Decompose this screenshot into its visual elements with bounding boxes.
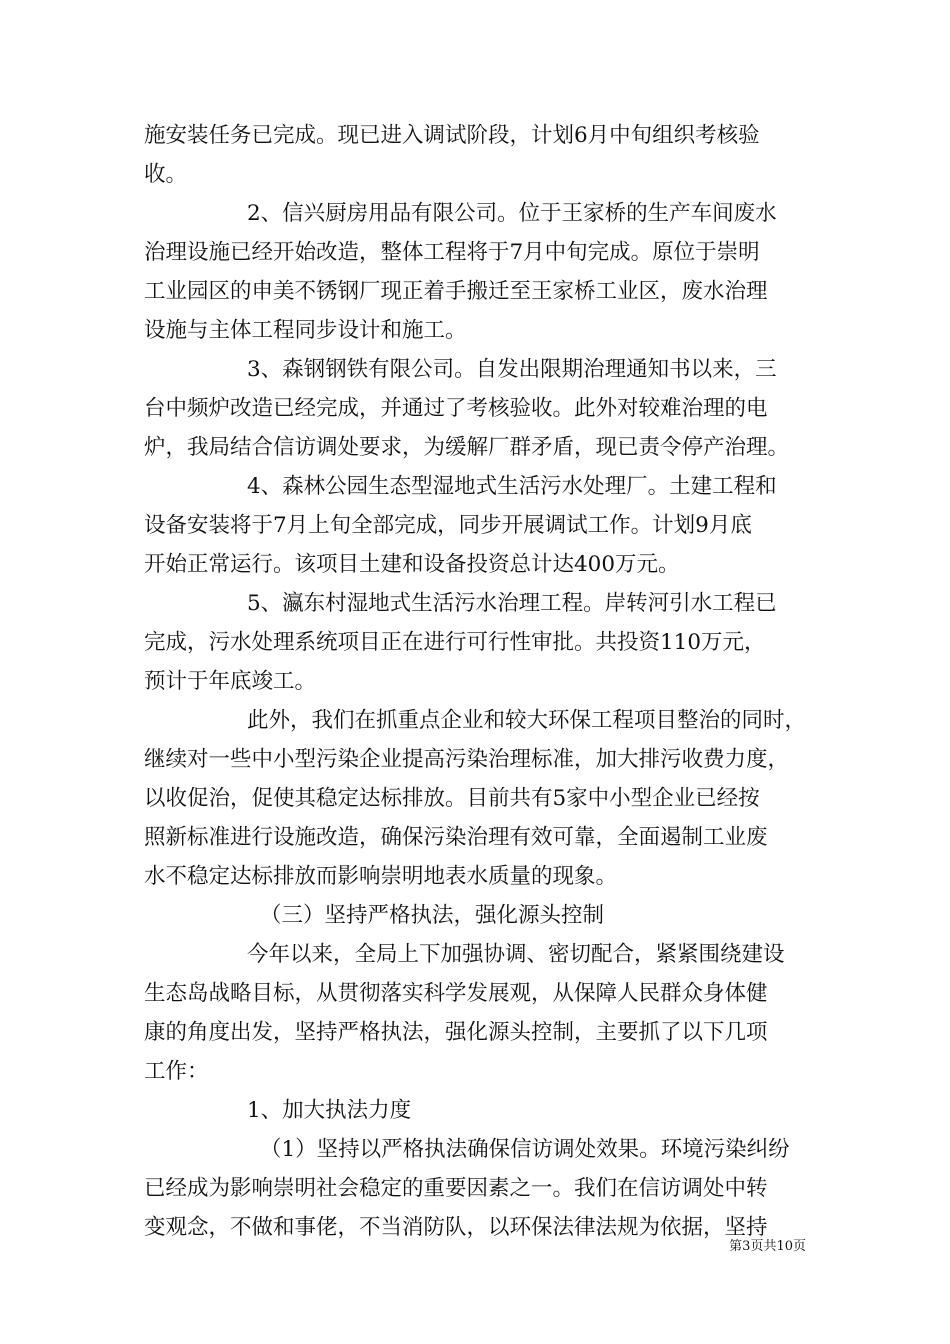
text-line: 已经成为影响崇明社会稳定的重要因素之一。我们在信访调处中转 (144, 1176, 768, 1201)
text-line: 施安装任务已完成。现已进入调试阶段，计划6月中旬组织考核验 (144, 123, 760, 148)
text-line: 设施与主体工程同步设计和施工。 (144, 318, 467, 343)
text-line: 设备安装将于7月上旬全部完成，同步开展调试工作。计划9月底 (144, 513, 752, 538)
text-line: 今年以来，全局上下加强协调、密切配合，紧紧围绕建设 (247, 942, 785, 967)
text-line: 完成，污水处理系统项目正在进行可行性审批。共投资110万元， (144, 630, 766, 655)
text-line: 开始正常运行。该项目土建和设备投资总计达400万元。 (144, 552, 680, 577)
section-heading: （三）坚持严格执法，强化源头控制 (260, 903, 605, 928)
text-line: 炉，我局结合信访调处要求，为缓解厂群矛盾，现已责令停产治理。 (144, 435, 790, 460)
text-line: 生态岛战略目标，从贯彻落实科学发展观，从保障人民群众身体健 (144, 981, 768, 1006)
text-line: 此外，我们在抓重点企业和较大环保工程项目整治的同时， (247, 708, 807, 733)
text-line: 康的角度出发，坚持严格执法，强化源头控制，主要抓了以下几项 (144, 1020, 768, 1045)
text-line: 以收促治，促使其稳定达标排放。目前共有5家中小型企业已经按 (144, 786, 760, 811)
text-line: 工业园区的申美不锈钢厂现正着手搬迁至王家桥工业区，废水治理 (144, 279, 768, 304)
text-line: 水不稳定达标排放而影响崇明地表水质量的现象。 (144, 864, 618, 889)
text-line: 继续对一些中小型污染企业提高污染治理标准，加大排污收费力度， (144, 747, 790, 772)
text-line: 5、瀛东村湿地式生活污水治理工程。岸转河引水工程已 (247, 591, 777, 616)
text-line: 3、森钢钢铁有限公司。自发出限期治理通知书以来，三 (247, 357, 777, 382)
text-line: （1）坚持以严格执法确保信访调处效果。环境污染纠纷 (260, 1137, 790, 1162)
text-line: 治理设施已经开始改造，整体工程将于7月中旬完成。原位于崇明 (144, 240, 760, 265)
subsection-heading: 1、加大执法力度 (247, 1098, 412, 1123)
text-line: 照新标准进行设施改造，确保污染治理有效可靠，全面遏制工业废 (144, 825, 768, 850)
text-line: 工作： (144, 1059, 209, 1084)
text-line: 4、森林公园生态型湿地式生活污水处理厂。土建工程和 (247, 474, 777, 499)
text-line: 台中频炉改造已经完成，并通过了考核验收。此外对较难治理的电 (144, 396, 768, 421)
text-line: 预计于年底竣工。 (144, 669, 317, 694)
page-number-footer: 第3页共10页 (729, 1239, 806, 1254)
text-line: 2、信兴厨房用品有限公司。位于王家桥的生产车间废水 (247, 201, 777, 226)
text-line: 变观念，不做和事佬，不当消防队，以环保法律法规为依据，坚持 (144, 1215, 768, 1240)
text-line: 收。 (144, 162, 188, 187)
